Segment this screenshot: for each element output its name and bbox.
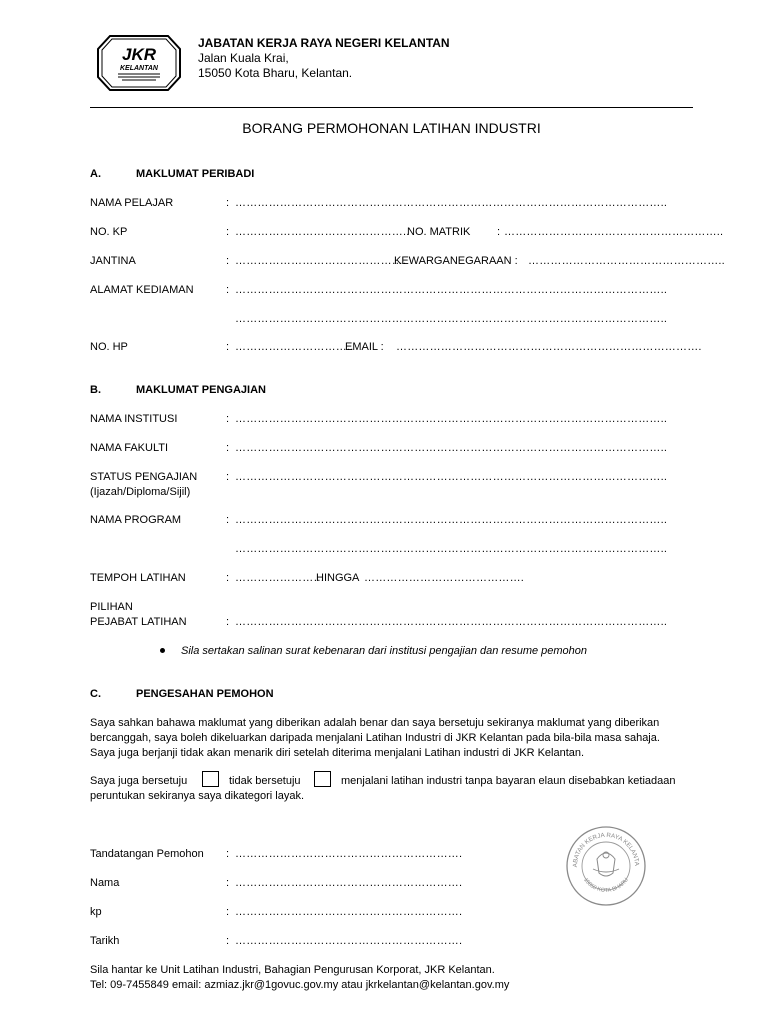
field-nama-program-1[interactable]: ……………………………………………………………………………………………………..: [235, 514, 668, 526]
field-nama-pelajar[interactable]: ……………………………………………………………………………………………………..: [235, 197, 668, 209]
agree-statement-line-2: peruntukan sekiranya saya dikategori layak.: [90, 790, 305, 802]
field-nama[interactable]: …………………………………………………….: [235, 877, 463, 889]
section-c-title: PENGESAHAN PEMOHON: [136, 688, 274, 700]
agree-label: Saya juga bersetuju: [90, 775, 188, 787]
colon: :: [226, 255, 230, 267]
field-tarikh[interactable]: …………………………………………………….: [235, 935, 463, 947]
field-nama-institusi[interactable]: ……………………………………………………………………………………………………..: [235, 413, 668, 425]
jkr-logo: [96, 34, 182, 92]
label-tempoh-latihan: TEMPOH LATIHAN: [90, 572, 186, 584]
label-tandatangan: Tandatangan Pemohon: [90, 848, 204, 860]
field-alamat-1[interactable]: ……………………………………………………………………………………………………..: [235, 284, 668, 296]
field-tempoh-tamat[interactable]: …………………………………….: [364, 572, 525, 584]
section-b-letter: B.: [90, 384, 101, 396]
colon: :: [226, 413, 230, 425]
colon: :: [226, 935, 230, 947]
declaration-line-1: Saya sahkan bahawa maklumat yang diberikan adalah benar dan saya bersetuju sekiranya maklumat yang diberikan: [90, 717, 660, 729]
svg-text:15050 KOTA BHARU: 15050 KOTA BHARU: [582, 877, 630, 894]
field-no-matrik[interactable]: …………………………………………………..: [504, 226, 724, 238]
label-nama-program: NAMA PROGRAM: [90, 514, 182, 526]
field-status-pengajian[interactable]: ……………………………………………………………………………………………………..: [235, 471, 668, 483]
field-jantina[interactable]: ……………………………………….: [235, 255, 407, 267]
label-pilihan: PILIHAN: [90, 601, 133, 613]
colon: :: [226, 471, 230, 483]
label-jantina: JANTINA: [90, 255, 136, 267]
form-title: BORANG PERMOHONAN LATIHAN INDUSTRI: [242, 120, 541, 136]
label-pejabat-latihan: PEJABAT LATIHAN: [90, 616, 187, 628]
colon: :: [226, 284, 230, 296]
colon: :: [497, 226, 501, 238]
colon: :: [226, 906, 230, 918]
svg-text:KELANTAN: KELANTAN: [120, 65, 158, 72]
org-name: JABATAN KERJA RAYA NEGERI KELANTAN: [198, 36, 450, 50]
colon: :: [226, 197, 230, 209]
label-tarikh: Tarikh: [90, 935, 120, 947]
field-no-kp[interactable]: ………………………………………..: [235, 226, 410, 238]
colon: :: [226, 442, 230, 454]
official-stamp: [565, 825, 647, 907]
colon: :: [226, 514, 230, 526]
section-a-title: MAKLUMAT PERIBADI: [136, 168, 255, 180]
disagree-label: tidak bersetuju: [229, 775, 301, 787]
label-no-kp: NO. KP: [90, 226, 128, 238]
attachment-note: Sila sertakan salinan surat kebenaran dari institusi pengajian dan resume pemohon: [181, 645, 588, 657]
label-hingga: HINGGA: [316, 572, 360, 584]
label-nama-pelajar: NAMA PELAJAR: [90, 197, 174, 209]
header-divider: [90, 107, 693, 108]
svg-text:JABATAN KERJA RAYA KELANTAN: ABATAN KERJA RAYA KELANTA: [571, 831, 641, 868]
address-line-2: 15050 Kota Bharu, Kelantan.: [198, 66, 353, 80]
footer-line-1: Sila hantar ke Unit Latihan Industri, Bahagian Pengurusan Korporat, JKR Kelantan.: [90, 964, 495, 976]
jkr-logo-icon: [96, 34, 182, 92]
label-nama-institusi: NAMA INSTITUSI: [90, 413, 178, 425]
colon: :: [226, 341, 230, 353]
field-pejabat-latihan[interactable]: ……………………………………………………………………………………………………..: [235, 616, 668, 628]
colon: :: [226, 616, 230, 628]
label-kewarganegaraan: KEWARGANEGARAAN :: [394, 255, 518, 267]
label-no-matrik: NO. MATRIK: [407, 226, 471, 238]
label-kp: kp: [90, 906, 102, 918]
label-status-pengajian: STATUS PENGAJIAN: [90, 471, 198, 483]
colon: :: [226, 226, 230, 238]
disagree-checkbox[interactable]: [314, 771, 331, 787]
stamp-seal-icon: [565, 825, 647, 907]
declaration-line-2: bercanggah, saya boleh dikeluarkan daripada menjalani Latihan Industri di JKR Kelantan pada bila-bila masa sahaja.: [90, 732, 660, 744]
field-tandatangan[interactable]: …………………………………………………….: [235, 848, 463, 860]
label-nama: Nama: [90, 877, 120, 889]
declaration-line-3: Saya juga berjanji tidak akan menarik diri setelah diterima menjalani Latihan industri di JKR Kelantan.: [90, 747, 585, 759]
colon: :: [226, 848, 230, 860]
label-status-note: (Ijazah/Diploma/Sijil): [90, 486, 191, 498]
label-nama-fakulti: NAMA FAKULTI: [90, 442, 169, 454]
field-kewarganegaraan[interactable]: ……………………………………………..: [528, 255, 725, 267]
footer-contact: Tel: 09-7455849 email: azmiaz.jkr@1govuc.gov.my atau jkrkelantan@kelantan.gov.my: [90, 979, 510, 991]
bullet-icon: [160, 648, 165, 653]
section-a-letter: A.: [90, 168, 101, 180]
colon: :: [226, 572, 230, 584]
field-nama-program-2[interactable]: ……………………………………………………………………………………………………..: [235, 543, 668, 555]
section-c-letter: C.: [90, 688, 101, 700]
label-alamat: ALAMAT KEDIAMAN: [90, 284, 194, 296]
colon: :: [226, 877, 230, 889]
label-email: EMAIL :: [345, 341, 384, 353]
label-no-hp: NO. HP: [90, 341, 128, 353]
field-tempoh-mula[interactable]: ……………………: [235, 572, 325, 584]
field-nama-fakulti[interactable]: ……………………………………………………………………………………………………..: [235, 442, 668, 454]
field-alamat-2[interactable]: ……………………………………………………………………………………………………..: [235, 313, 668, 325]
section-b-title: MAKLUMAT PENGAJIAN: [136, 384, 266, 396]
field-email[interactable]: ……………………………………………………………………….: [396, 341, 702, 353]
field-kp[interactable]: …………………………………………………….: [235, 906, 463, 918]
agree-statement-line-1: menjalani latihan industri tanpa bayaran elaun disebabkan ketiadaan: [341, 775, 676, 787]
svg-text:JKR: JKR: [121, 45, 157, 64]
address-line-1: Jalan Kuala Krai,: [198, 51, 289, 65]
field-no-hp[interactable]: …………………………..: [235, 341, 354, 353]
agree-checkbox[interactable]: [202, 771, 219, 787]
